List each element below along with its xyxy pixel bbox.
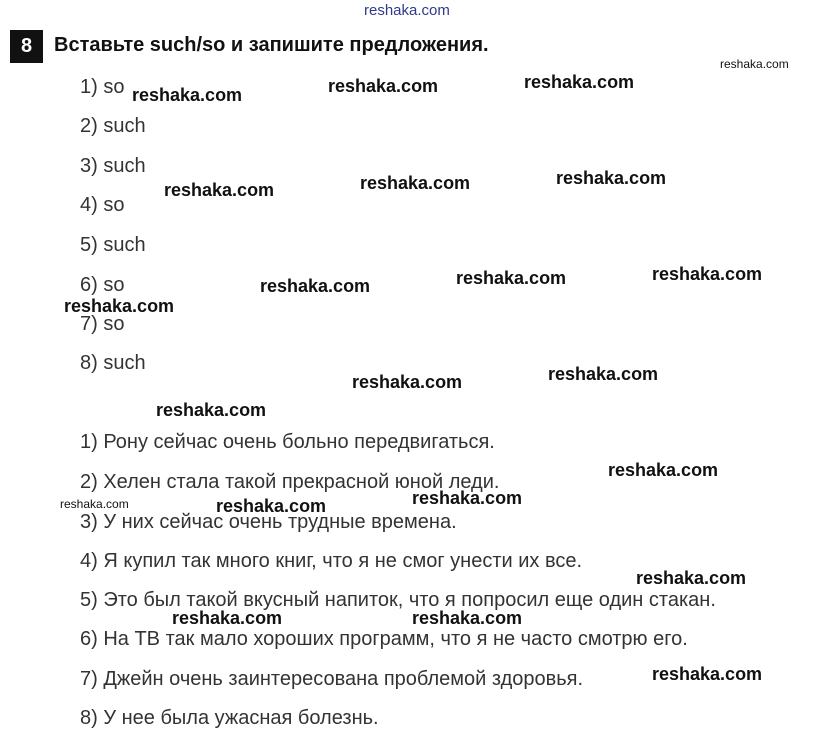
watermark: reshaka.com xyxy=(60,497,129,511)
translation-line: 2) Хелен стала такой прекрасной юной леди. xyxy=(80,471,500,493)
watermark: reshaka.com xyxy=(720,57,789,71)
translation-line: 7) Джейн очень заинтересована проблемой здоровья. xyxy=(80,668,584,690)
answer-line: 6) so xyxy=(80,274,125,296)
watermark: reshaka.com xyxy=(652,664,763,684)
watermark: reshaka.com xyxy=(132,85,243,105)
translation-line: 8) У нее была ужасная болезнь. xyxy=(80,707,379,729)
watermark: reshaka.com xyxy=(352,372,463,392)
watermark: reshaka.com xyxy=(412,608,523,628)
watermark: reshaka.com xyxy=(524,72,635,92)
translation-line: 3) У них сейчас очень трудные времена. xyxy=(80,511,457,533)
watermark: reshaka.com xyxy=(548,364,659,384)
answer-line: 4) so xyxy=(80,194,125,216)
watermark: reshaka.com xyxy=(652,264,763,284)
translation-line: 6) На ТВ так мало хороших программ, что я не часто смотрю его. xyxy=(80,628,688,650)
watermark: reshaka.com xyxy=(172,608,283,628)
answer-line: 7) so xyxy=(80,313,125,335)
answer-line: 1) so xyxy=(80,76,125,98)
translation-line: 1) Рону сейчас очень больно передвигаться. xyxy=(80,431,495,453)
header-watermark: reshaka.com xyxy=(364,2,450,19)
translation-line: 4) Я купил так много книг, что я не смог унести их все. xyxy=(80,550,583,572)
answer-line: 2) such xyxy=(80,115,146,137)
watermark: reshaka.com xyxy=(608,460,719,480)
task-number-badge: 8 xyxy=(10,30,43,63)
watermark: reshaka.com xyxy=(260,276,371,296)
watermark: reshaka.com xyxy=(556,168,667,188)
watermark: reshaka.com xyxy=(164,180,275,200)
watermark: reshaka.com xyxy=(64,296,175,316)
watermark: reshaka.com xyxy=(360,173,471,193)
watermark: reshaka.com xyxy=(456,268,567,288)
translation-line: 5) Это был такой вкусный напиток, что я попросил еще один стакан. xyxy=(80,589,716,611)
watermark: reshaka.com xyxy=(216,496,327,516)
answer-line: 5) such xyxy=(80,234,146,256)
watermark: reshaka.com xyxy=(636,568,747,588)
watermark: reshaka.com xyxy=(156,400,267,420)
answer-line: 3) such xyxy=(80,155,146,177)
task-title: Вставьте such/so и запишите предложения. xyxy=(54,34,489,56)
watermark: reshaka.com xyxy=(328,76,439,96)
watermark: reshaka.com xyxy=(412,488,523,508)
answer-line: 8) such xyxy=(80,352,146,374)
